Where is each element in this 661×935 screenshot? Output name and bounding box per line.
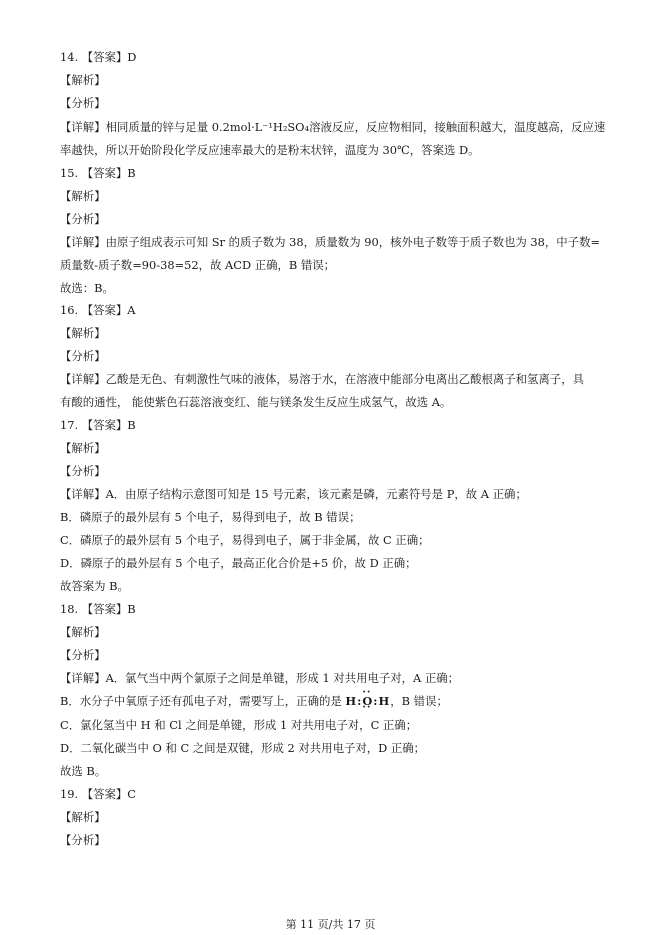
conclusion-18: 故选 B。 — [60, 764, 107, 778]
answer-18-heading: 18. 【答案】B — [60, 602, 136, 616]
analysis-sub-label: 【分析】 — [60, 648, 106, 662]
detail-16-line-1: 【详解】乙酸是无色、有刺激性气味的液体，易溶于水，在溶液中能部分电离出乙酸根离子和氢离子，具 — [60, 372, 584, 386]
detail-17-option-c: C．磷原子的最外层有 5 个电子，易得到电子，属于非金属，故 C 正确； — [60, 533, 430, 547]
detail-14-line-2: 率越快，所以开始阶段化学反应速率最大的是粉末状锌，温度为 30℃，答案选 D。 — [60, 143, 480, 157]
conclusion-17: 故答案为 B。 — [60, 579, 129, 593]
answer-19-heading: 19. 【答案】C — [60, 787, 137, 801]
answer-17-heading: 17. 【答案】B — [60, 418, 136, 432]
detail-16-line-2: 有酸的通性， 能使紫色石蕊溶液变红、能与镁条发生反应生成氢气，故选 A。 — [60, 395, 452, 409]
lewis-hydrogen-left: H — [345, 694, 358, 708]
analysis-sub-label: 【分析】 — [60, 833, 106, 847]
analysis-sub-label: 【分析】 — [60, 212, 106, 226]
answer-14-heading: 14. 【答案】D — [60, 50, 137, 64]
analysis-label: 【解析】 — [60, 625, 106, 639]
answer-16-heading: 16. 【答案】A — [60, 303, 136, 317]
detail-18-option-b-text: B．水分子中氧原子还有孤电子对，需要写上，正确的是 — [60, 694, 342, 708]
analysis-label: 【解析】 — [60, 441, 106, 455]
lewis-hydrogen-right: H — [378, 694, 391, 708]
analysis-label: 【解析】 — [60, 326, 106, 340]
analysis-label: 【解析】 — [60, 810, 106, 824]
water-lewis-structure — [345, 694, 390, 708]
analysis-label: 【解析】 — [60, 73, 106, 87]
detail-18-option-a: 【详解】A．氯气当中两个氯原子之间是单键，形成 1 对共用电子对，A 正确； — [60, 671, 460, 685]
detail-17-option-a: 【详解】A．由原子结构示意图可知是 15 号元素，该元素是磷，元素符号是 P，故 A 正确； — [60, 487, 527, 501]
analysis-sub-label: 【分析】 — [60, 96, 106, 110]
page-footer: 第 11 页/共 17 页 — [285, 918, 376, 931]
analysis-sub-label: 【分析】 — [60, 464, 106, 478]
detail-18-option-d: D．二氧化碳当中 O 和 C 之间是双键，形成 2 对共用电子对，D 正确； — [60, 741, 426, 755]
detail-17-option-b: B．磷原子的最外层有 5 个电子，易得到电子，故 B 错误； — [60, 510, 361, 524]
lewis-pair-left: : — [357, 694, 363, 708]
detail-14-line-1: 【详解】相同质量的锌与足量 0.2mol·L⁻¹H₂SO₄溶液反应，反应物相同，接触面积越大，温度越高，反应速 — [60, 120, 606, 134]
analysis-label: 【解析】 — [60, 189, 106, 203]
detail-17-option-d: D．磷原子的最外层有 5 个电子，最高正化合价是+5 价，故 D 正确； — [60, 556, 417, 570]
detail-18-option-c: C．氯化氢当中 H 和 Cl 之间是单键，形成 1 对共用电子对，C 正确； — [60, 718, 418, 732]
analysis-sub-label: 【分析】 — [60, 349, 106, 363]
lewis-pair-right: : — [373, 694, 379, 708]
answer-15-heading: 15. 【答案】B — [60, 166, 136, 180]
detail-18-option-b-tail: ，B 错误； — [390, 694, 448, 708]
lewis-oxygen: ·· O ·· — [362, 694, 373, 708]
detail-18-option-b — [60, 694, 608, 708]
conclusion-15: 故选：B。 — [60, 281, 114, 295]
detail-15-line-2: 质量数-质子数=90-38=52，故 ACD 正确，B 错误； — [60, 258, 336, 272]
detail-15-line-1: 【详解】由原子组成表示可知 Sr 的质子数为 38，质量数为 90，核外电子数等于质子数也为 38，中子数= — [60, 235, 601, 249]
